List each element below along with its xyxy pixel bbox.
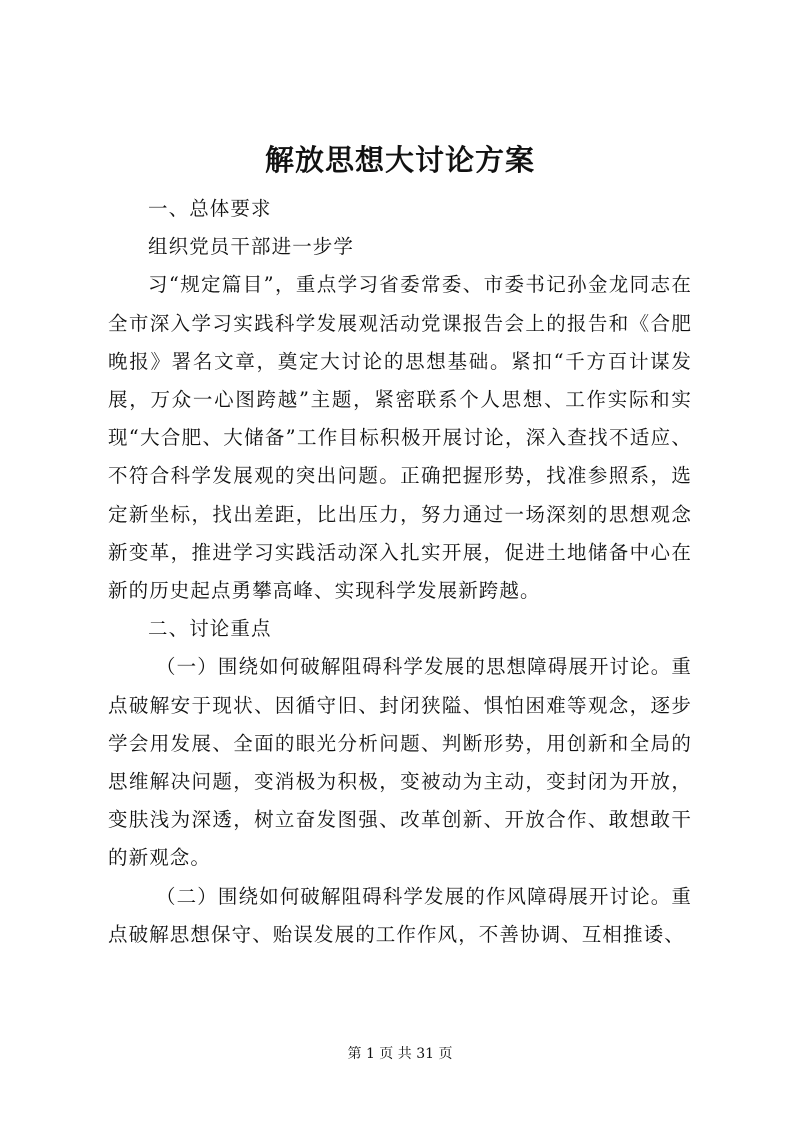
paragraph-focus-two: （二）围绕如何破解阻碍科学发展的作风障碍展开讨论。重点破解思想保守、贻误发展的工作作风，不善协调、互相推诿、 [108, 884, 692, 946]
paragraph-study-content: 习“规定篇目”，重点学习省委常委、市委书记孙金龙同志在全市深入学习实践科学发展观活动党课报告会上的报告和《合肥晚报》署名文章，奠定大讨论的思想基础。紧扣“千方百计谋发展，万众一心图跨越”主题，紧密联系个人思想、工作实际和实现“大合肥、大储备”工作目标积极开展讨论，深入查找不适应、不符合科学发展观的突出问题。正确把握形势，找准参照系，选定新坐标，找出差距，比出压力，努力通过一场深刻的思想观念新变革，推进学习实践活动深入扎实开展，促进土地储备中心在新的历史起点勇攀高峰、实现科学发展新跨越。 [108, 273, 692, 603]
section-heading-general-requirements: 一、总体要求 [148, 197, 272, 220]
paragraph-focus-one: （一）围绕如何破解阻碍科学发展的思想障碍展开讨论。重点破解安于现状、因循守旧、封闭狭隘、惧怕困难等观念，逐步学会用发展、全面的眼光分析问题、判断形势，用创新和全局的思维解决问题，变消极为积极，变被动为主动，变封闭为开放，变肤浅为深透，树立奋发图强、改革创新、开放合作、敢想敢干的新观念。 [108, 655, 692, 870]
paragraph-intro-line: 组织党员干部进一步学 [148, 235, 355, 259]
document-title: 解放思想大讨论方案 [264, 143, 535, 177]
section-heading-discussion-focus: 二、讨论重点 [148, 617, 272, 641]
document-body [108, 190, 692, 954]
page-number: 第 1 页 共 31 页 [347, 1046, 453, 1062]
